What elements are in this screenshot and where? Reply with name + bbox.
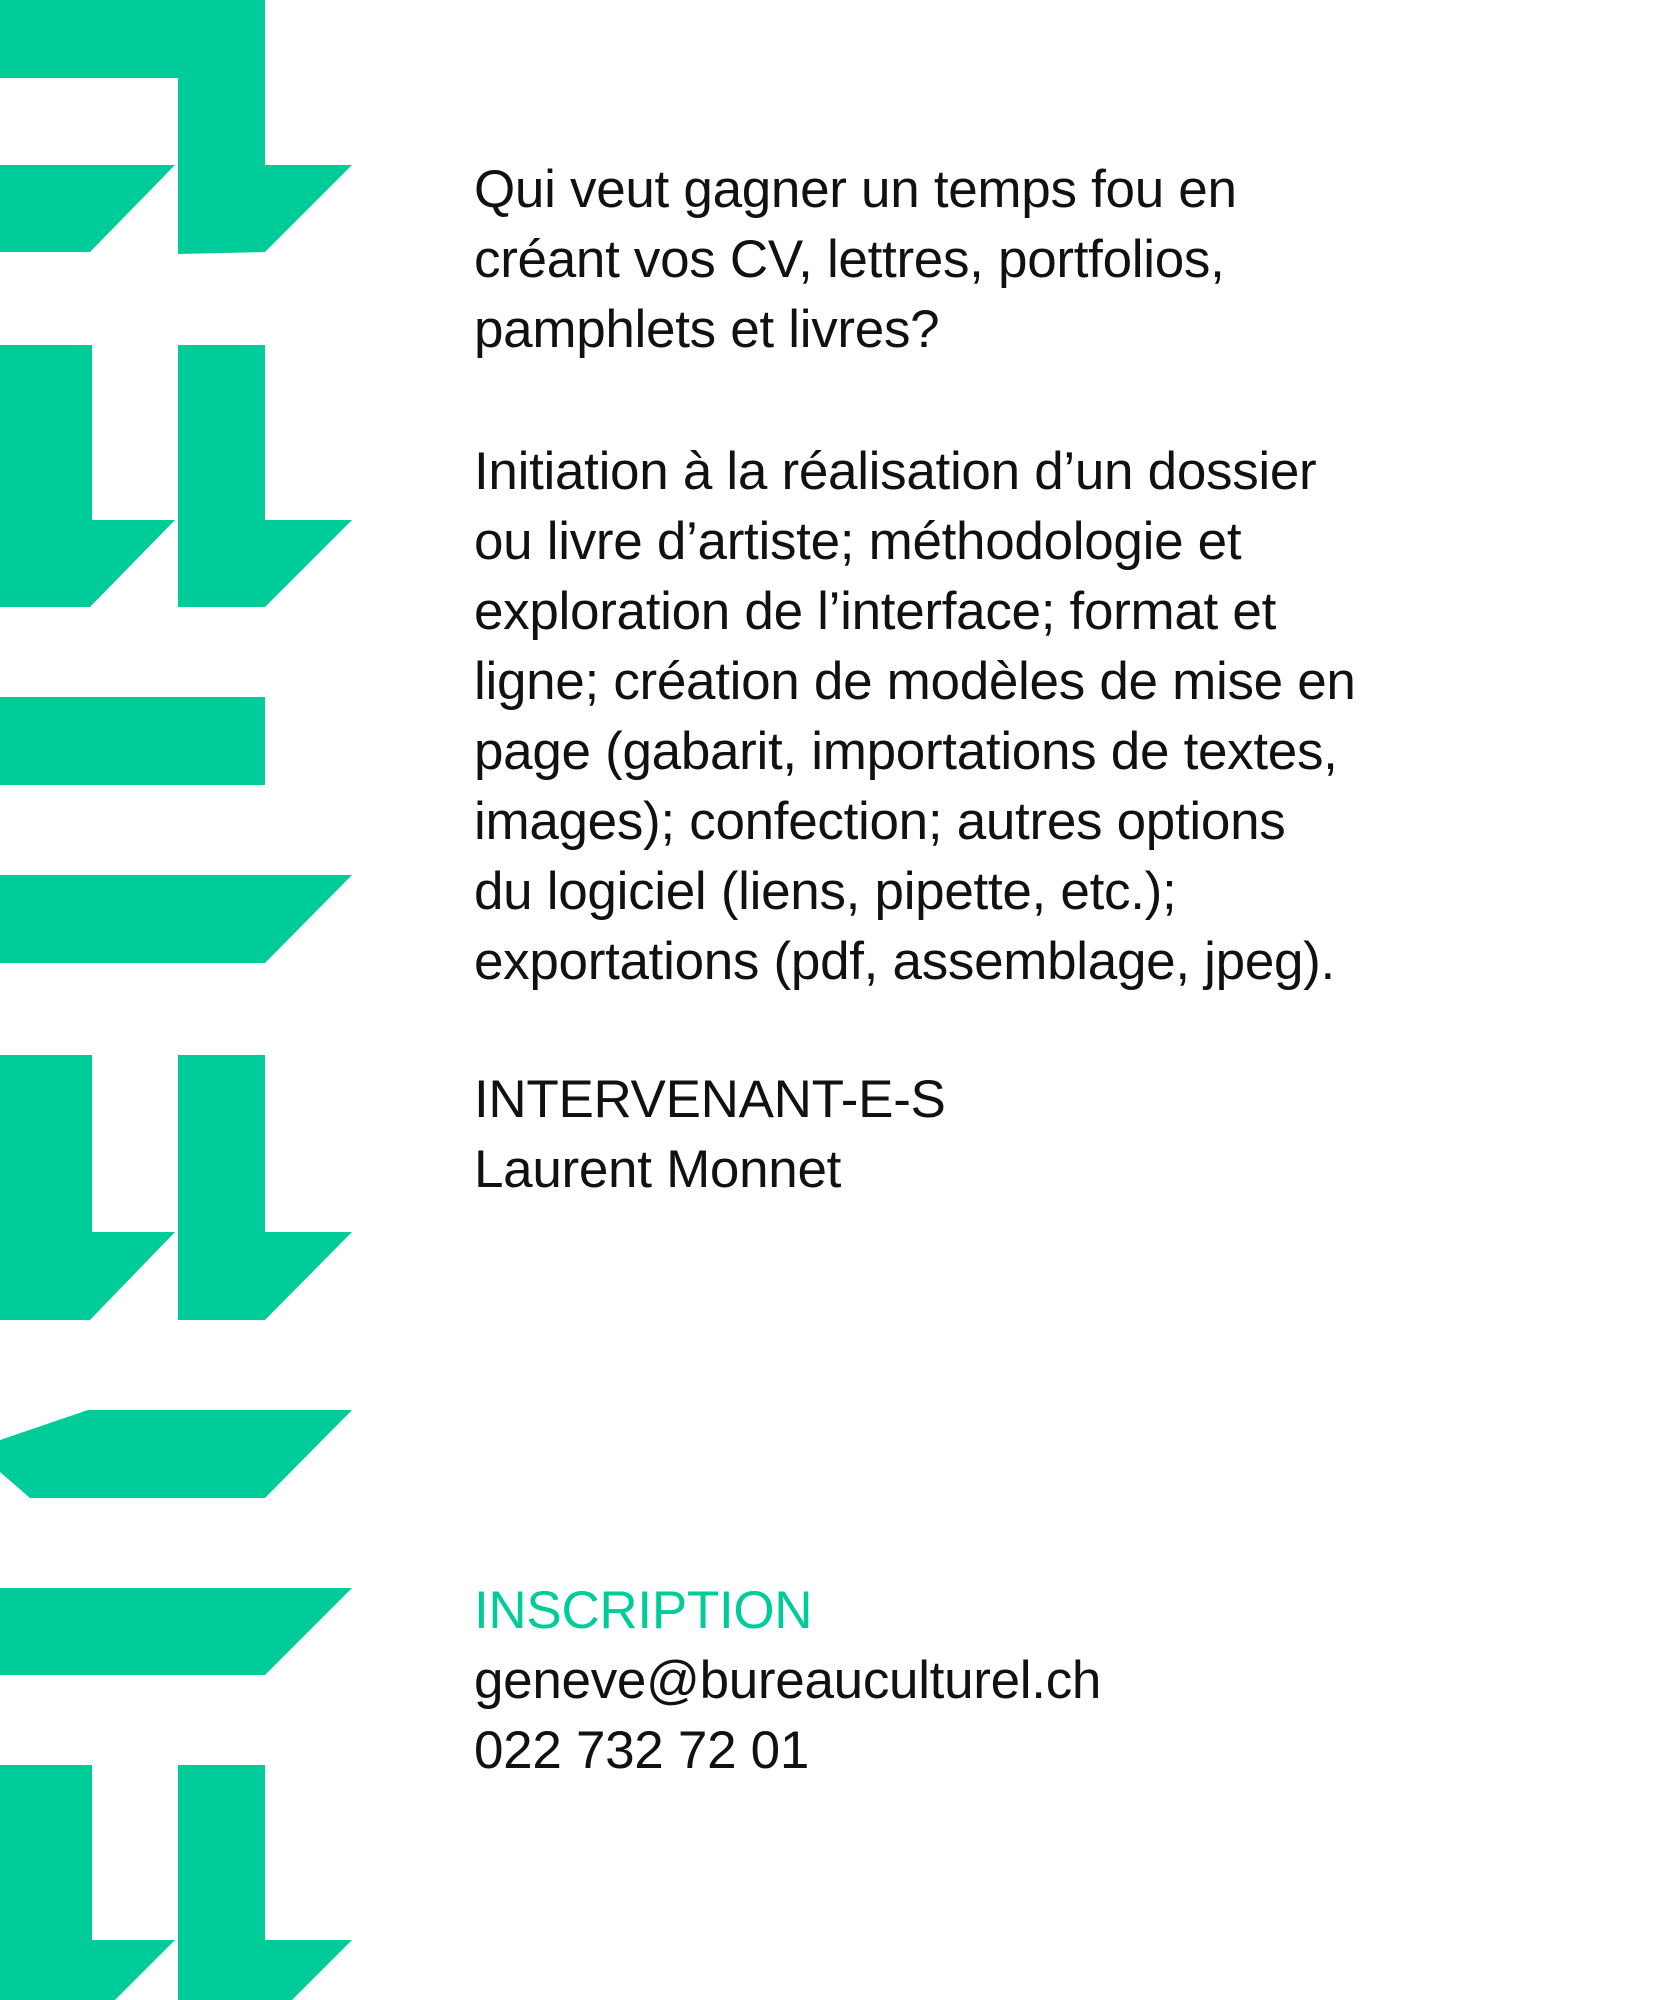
program-line: exploration de l’interface; format et: [474, 582, 1276, 641]
decor-shape: [0, 875, 352, 963]
program-line: exportations (pdf, assemblage, jpeg).: [474, 932, 1335, 991]
intro-line: créant vos CV, lettres, portfolios,: [474, 230, 1225, 289]
speaker-name: Laurent Monnet: [474, 1140, 842, 1199]
program-line: du logiciel (liens, pipette, etc.);: [474, 862, 1177, 921]
decor-shape: [178, 1055, 352, 1320]
program-line: Initiation à la réalisation d’un dossier: [474, 442, 1317, 501]
intro-paragraph: [474, 155, 1237, 365]
program-line: ou livre d’artiste; méthodologie et: [474, 512, 1242, 571]
inscription-heading: INSCRIPTION: [474, 1581, 813, 1640]
inscription-email[interactable]: geneve@bureauculturel.ch: [474, 1651, 1102, 1710]
intro-line: Qui veut gagner un temps fou en: [474, 160, 1237, 219]
program-line: images); confection; autres options: [474, 792, 1286, 851]
decorative-shapes: [0, 0, 360, 2000]
decor-shape: [0, 1410, 352, 1498]
decor-shape: [178, 1765, 352, 2000]
speakers-section: [474, 1065, 946, 1205]
decor-shape: [0, 1055, 175, 1320]
speakers-heading: INTERVENANT-E-S: [474, 1070, 946, 1129]
decor-shape: [0, 697, 265, 785]
program-line: ligne; création de modèles de mise en: [474, 652, 1356, 711]
program-line: page (gabarit, importations de textes,: [474, 722, 1338, 781]
decor-shape: [0, 345, 175, 607]
decor-shape: [178, 345, 352, 607]
decor-shape: [0, 1765, 175, 2000]
inscription-section: [474, 1576, 1101, 1786]
program-paragraph: [474, 437, 1356, 997]
decor-shape: [0, 165, 175, 252]
intro-line: pamphlets et livres?: [474, 300, 940, 359]
decor-shape: [0, 1588, 352, 1675]
shape-group: [0, 0, 352, 2000]
inscription-phone[interactable]: 022 732 72 01: [474, 1721, 810, 1780]
